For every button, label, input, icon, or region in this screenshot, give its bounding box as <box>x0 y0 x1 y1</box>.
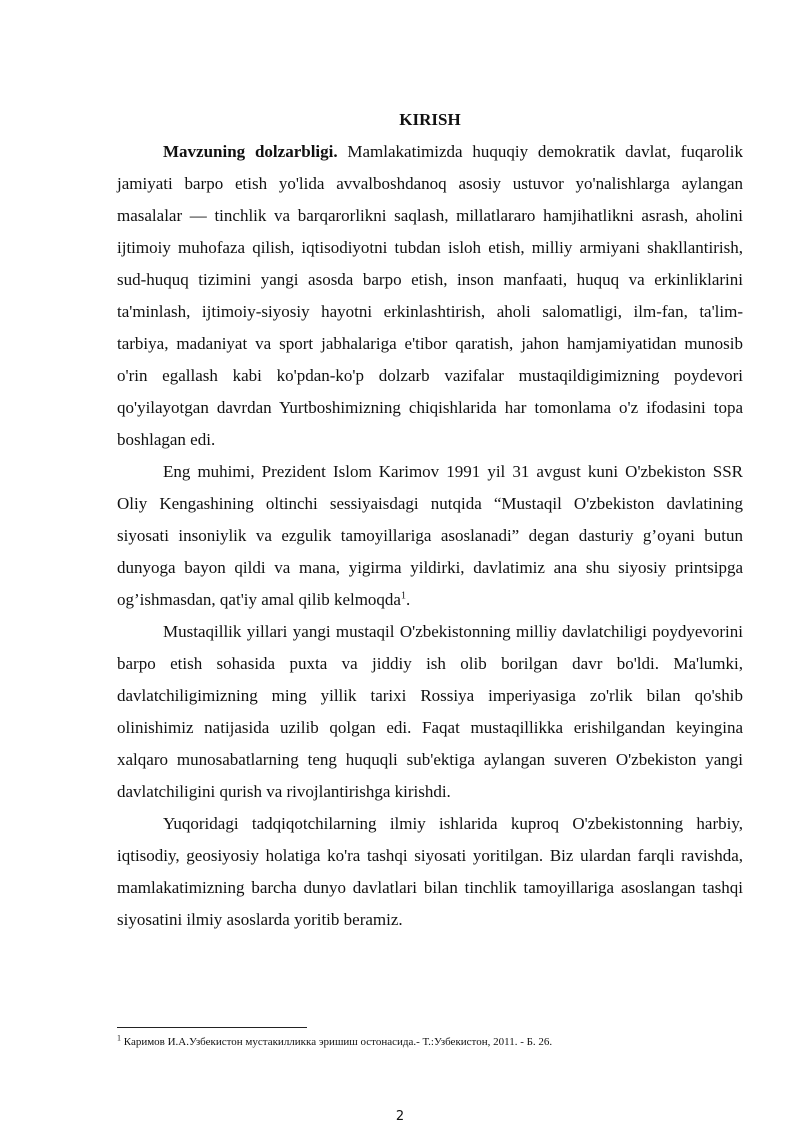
paragraph-text: Mamlakatimizda huquqiy demokratik davlat, fuqarolik jamiyati barpo etish yo'lida avvalboshdanoq asosiy ustuvor yo'nalishlarga aylangan masalalar — tinchlik va barqarorlikni saqlash, millatlararo hamjihatlikni asrash, aholini ijtimoiy muhofaza qilish, iqtisodiyotni tubdan isloh etish, milliy armiyani shakllantirish, sud-huquq tizimini yangi asosda barpo etish, inson manfaati, huquq va erkinliklarini ta'minlash, ijtimoiy-siyosiy hayotni erkinlashtirish, aholi salomatligi, ilm-fan, ta'lim-tarbiya, madaniyat va sport jabhalariga e'tibor qaratish, jahon hamjamiyatidan munosib o'rin egallash kabi ko'pdan-ko'p dolzarb vazifalar mustaqildigimizning poydevori qo'yilayotgan davrdan Yurtboshimizning chiqishlarida har tomonlama o'z ifodasini topa boshlagan edi. <box>117 142 743 449</box>
paragraph-tail: . <box>405 590 411 609</box>
section-heading: KIRISH <box>399 110 461 129</box>
footnotes-section <box>117 1027 743 1050</box>
footnote-item <box>117 1034 743 1050</box>
page-number: 2 <box>395 1109 405 1124</box>
paragraph-research <box>117 808 743 936</box>
paragraph-text: Yuqoridagi tadqiqotchilarning ilmiy ishlarida kuproq O'zbekistonning harbiy, iqtisodiy, geosiyosiy holatiga ko'ra tashqi siyosati yoritilgan. Biz ulardan farqli ravishda, mamlakatimizning barcha dunyo davlatlari bilan tinchlik tamoyillariga asoslangan tashqi siyosatini ilmiy asoslarda yoritib beramiz. <box>117 814 743 929</box>
footnote-reference[interactable]: 1 <box>400 590 406 602</box>
footnote-text: Каримов И.А.Узбекистон мустакилликка эришиш остонасида.- Т.:Узбекистон, 2011. - Б. 26. <box>121 1036 553 1048</box>
paragraph-text: Mustaqillik yillari yangi mustaqil O'zbekistonning milliy davlatchiligi poydyevorini barpo etish sohasida puxta va jiddiy ish olib borilgan davr bo'ldi. Ma'lumki, davlatchiligimizning ming yillik tarixi Rossiya imperiyasiga zo'rlik bilan qo'shib olinishimiz natijasida uzilib qolgan edi. Faqat mustaqillikka erishilgandan keyingina xalqaro munosabatlarning teng huquqli sub'ektiga aylangan suveren O'zbekiston yangi davlatchiligini qurish va rivojlantirishga kirishdi. <box>117 622 743 801</box>
footnote-divider <box>117 1027 307 1028</box>
paragraph-relevance <box>117 136 743 456</box>
document-page <box>117 104 743 936</box>
paragraph-text: Eng muhimi, Prezident Islom Karimov 1991 yil 31 avgust kuni O'zbekiston SSR Oliy Kengashining oltinchi sessiyaisdagi nutqida “Mustaqil O'zbekiston davlatining siyosati insoniylik va ezgulik tamoyillariga asoslanadi” degan dasturiy g’oyani butun dunyoga bayon qildi va mana, yigirma yildirki, davlatimiz ana shu siyosiy printsipga og’ishmasdan, qat'iy amal qilib kelmoqda <box>117 462 743 609</box>
paragraph-lead: Mavzuning dolzarbligi. <box>163 142 338 161</box>
footnote-number: 1 <box>117 1033 121 1043</box>
paragraph-independence <box>117 616 743 808</box>
paragraph-president <box>117 456 743 616</box>
